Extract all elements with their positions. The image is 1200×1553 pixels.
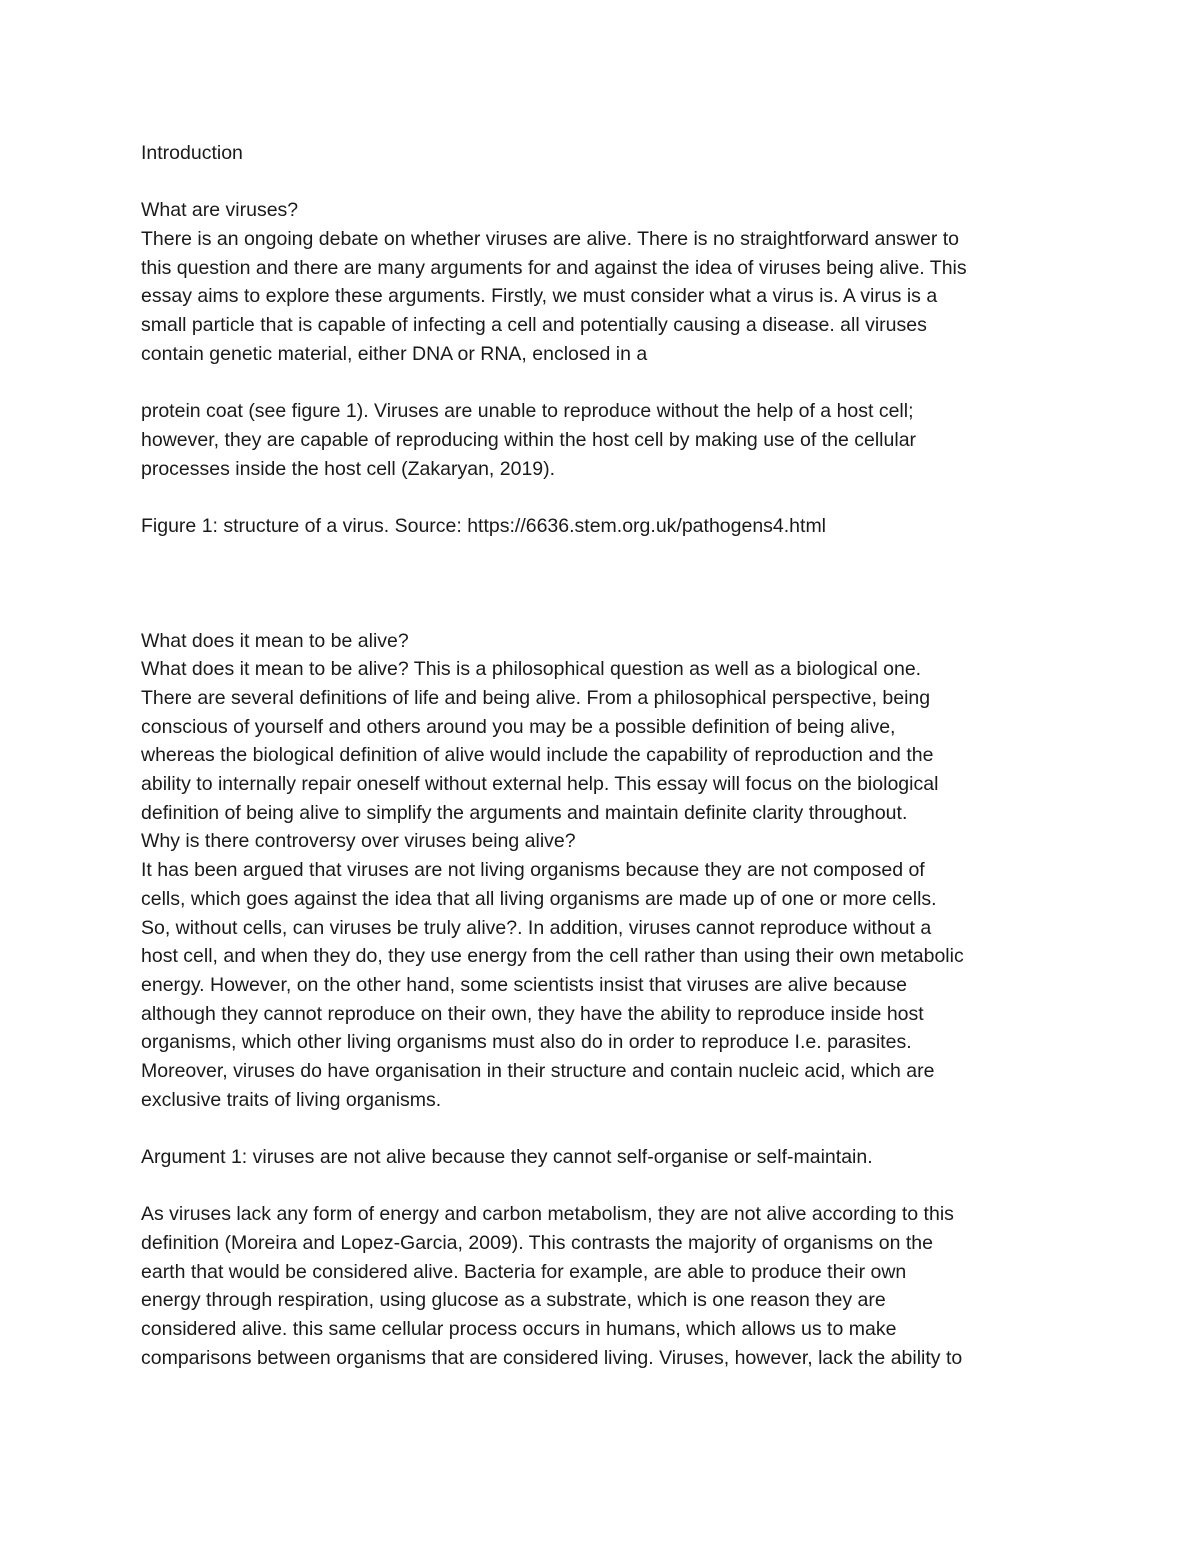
- paragraph-line: comparisons between organisms that are considered living. Viruses, however, lack the ability to: [141, 1346, 963, 1369]
- paragraph-line: essay aims to explore these arguments. Firstly, we must consider what a virus is. A virus is a: [141, 285, 938, 308]
- paragraph-line: whereas the biological definition of alive would include the capability of reproduction and the: [141, 744, 934, 767]
- spacer: [141, 369, 1061, 398]
- paragraph-line: It has been argued that viruses are not living organisms because they are not composed of: [141, 859, 925, 882]
- paragraph-line: cells, which goes against the idea that all living organisms are made up of one or more cells.: [141, 887, 937, 910]
- paragraph-line: ability to internally repair oneself without external help. This essay will focus on the biological: [141, 773, 939, 796]
- heading-argument-1: Argument 1: viruses are not alive because they cannot self-organise or self-maintain.: [141, 1146, 873, 1168]
- paragraph-line: protein coat (see figure 1). Viruses are unable to reproduce without the help of a host cell;: [141, 400, 914, 423]
- spacer: [141, 541, 1061, 627]
- paragraph-line: however, they are capable of reproducing within the host cell by making use of the cellular: [141, 428, 917, 451]
- section-title-introduction: Introduction: [141, 142, 243, 164]
- spacer: [141, 1172, 1061, 1201]
- paragraph-line: processes inside the host cell (Zakaryan, 2019).: [141, 457, 556, 480]
- paragraph-line: What does it mean to be alive? This is a philosophical question as well as a biological one.: [141, 658, 922, 681]
- spacer: [141, 1114, 1061, 1143]
- paragraph-line: although they cannot reproduce on their own, they have the ability to reproduce inside host: [141, 1002, 924, 1025]
- paragraph-line: As viruses lack any form of energy and carbon metabolism, they are not alive according to this: [141, 1203, 954, 1226]
- paragraph-line: So, without cells, can viruses be truly alive?. In addition, viruses cannot reproduce without a: [141, 916, 932, 939]
- paragraph-line: energy. However, on the other hand, some scientists insist that viruses are alive because: [141, 973, 907, 996]
- paragraph-line: definition of being alive to simplify the arguments and maintain definite clarity throughout.: [141, 801, 908, 824]
- document-body: [141, 139, 1061, 1373]
- paragraph-line: energy through respiration, using glucose as a substrate, which is one reason they are: [141, 1289, 886, 1312]
- paragraph-line: organisms, which other living organisms must also do in order to reproduce I.e. parasites.: [141, 1031, 912, 1054]
- paragraph-line: considered alive. this same cellular process occurs in humans, which allows us to make: [141, 1318, 897, 1341]
- paragraph-line: contain genetic material, either DNA or RNA, enclosed in a: [141, 342, 648, 365]
- paragraph-line: definition (Moreira and Lopez-Garcia, 2009). This contrasts the majority of organisms on the: [141, 1232, 933, 1255]
- paragraph-line: small particle that is capable of infecting a cell and potentially causing a disease. all viruses: [141, 314, 927, 337]
- paragraph-line: Moreover, viruses do have organisation in their structure and contain nucleic acid, which are: [141, 1059, 935, 1082]
- spacer: [141, 168, 1061, 197]
- paragraph-line: exclusive traits of living organisms.: [141, 1088, 442, 1111]
- heading-being-alive: What does it mean to be alive?: [141, 629, 409, 652]
- paragraph-line: conscious of yourself and others around you may be a possible definition of being alive,: [141, 715, 896, 738]
- paragraph-line: host cell, and when they do, they use energy from the cell rather than using their own metabolic: [141, 945, 964, 968]
- figure-caption: Figure 1: structure of a virus. Source: https://6636.stem.org.uk/pathogens4.html: [141, 514, 827, 537]
- paragraph-line: There are several definitions of life and being alive. From a philosophical perspective, being: [141, 687, 931, 709]
- spacer: [141, 483, 1061, 512]
- heading-controversy: Why is there controversy over viruses being alive?: [141, 830, 576, 853]
- paragraph-line: There is an ongoing debate on whether viruses are alive. There is no straightforward answer to: [141, 228, 960, 251]
- paragraph-line: this question and there are many arguments for and against the idea of viruses being alive. This: [141, 256, 967, 279]
- paragraph-line: earth that would be considered alive. Bacteria for example, are able to produce their own: [141, 1260, 907, 1283]
- heading-what-are-viruses: What are viruses?: [141, 199, 299, 222]
